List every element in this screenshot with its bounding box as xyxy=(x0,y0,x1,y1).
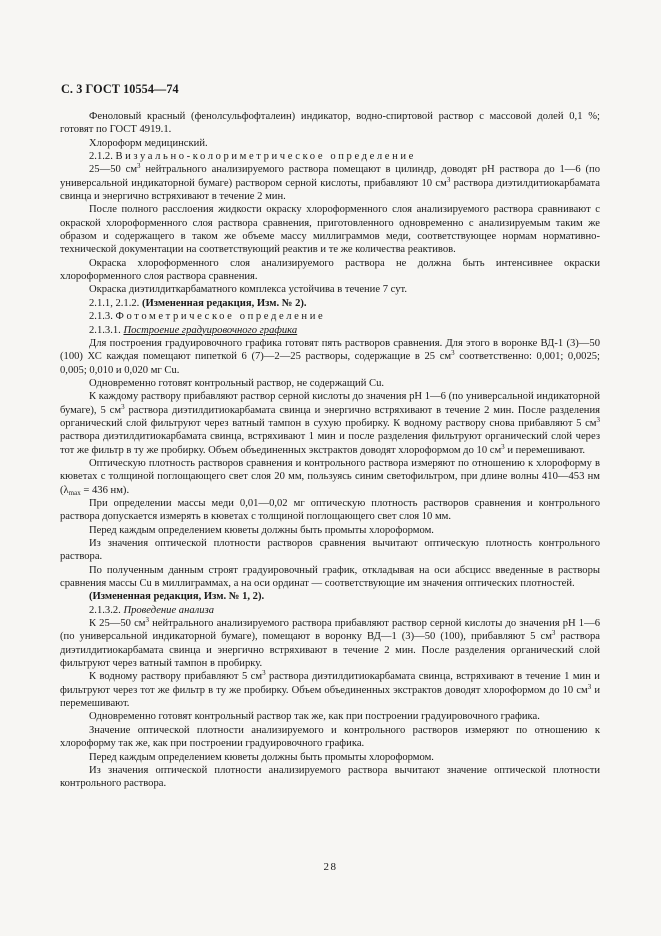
paragraph: Из значения оптической плотности анализируемого раствора вычитают значение оптической плотности контрольного раствора. xyxy=(60,764,600,790)
paragraph: 25—50 $см^3$ нейтрального анализируемого раствора помещают в цилиндр, доводят рН раствора до 1—6 (по универсальной индикаторной бумаге) раствором серной кислоты, прибавляют 10 $см^3$ раствора диэтилдитиокарбамата свинца и энергично встряхивают в течение 2 мин. xyxy=(60,162,601,203)
paragraph: Перед каждым определением кюветы должны быть промыты хлороформом. xyxy=(89,524,434,536)
section-title: Визуально-колориметрическое определение xyxy=(115,151,416,163)
paragraph: К водному раствору прибавляют 5 $см^3$ раствора диэтилдитиокарбамата свинца, встряхивают в течение 1 мин и фильтруют через тот же фильтр в ту же пробирку. Объем объединенных экстрактов доводят хлороформом до 10 $см^3$ и перемешивают. xyxy=(60,669,600,710)
subsection-heading xyxy=(60,604,600,617)
subsection-title: Проведение анализа xyxy=(123,604,215,616)
amendment-label: (Измененная редакция, Изм. № 2). xyxy=(141,297,307,309)
paragraph: Перед каждым определением кюветы должны быть промыты хлороформом. xyxy=(89,751,434,763)
subsection-title: Построение градуировочного графика xyxy=(123,324,298,336)
section-number: 2.1.3. xyxy=(89,311,113,323)
paragraph: Из значения оптической плотности растворов сравнения вычитают оптическую плотность контрольного раствора. xyxy=(60,538,600,563)
paragraph: После полного расслоения жидкости окраску хлороформенного слоя анализируемого раствора сравнивают с окраской хлороформенного слоя раствора сравнения, приготовленного одновременно с анализируемым таким же образом и содержащего в таком же объеме массу миллиграммов меди, соответствующее нормам нормативно-технической документации на соответствующий реактив и те же количества реактивов. xyxy=(60,204,600,256)
paragraph: При определении массы меди 0,01—0,02 мг оптическую плотность растворов сравнения и контрольного раствора допускается измерять в кюветах с толщиной поглощающего свет слоя 10 мм. xyxy=(60,497,600,523)
section-number: 2.1.2. xyxy=(89,151,113,163)
amendment-note: (Измененная редакция, Изм. № 1, 2). xyxy=(89,591,265,603)
paragraph: Одновременно готовят контрольный раствор так же, как при построении градуировочного графика. xyxy=(89,711,540,723)
paragraph: По полученным данным строят градуировочный график, откладывая на оси абсцисс введенные в растворы сравнения массы Cu в миллиграммах, а на оси ординат — соответствующие им значения оптических плотностей. xyxy=(60,564,600,590)
section-number: 2.1.3.1. xyxy=(89,324,121,336)
paragraph: Феноловый красный (фенолсульфофталеин) индикатор, водно-спиртовой раствор с массовой долей 0,1 %; готовят по ГОСТ 4919.1. xyxy=(60,111,600,136)
document-body xyxy=(60,110,600,791)
section-heading xyxy=(60,150,600,163)
amendment-note xyxy=(60,297,600,310)
paragraph: К 25—50 $см^3$ нейтрального анализируемого раствора прибавляют раствор серной кислоты до значения рН 1—6 (по универсальной индикаторной бумаге), помещают в воронку ВД—1 (3)—50 (100), прибавляют 5 $см^3$ раствора диэтилдитиокарбамата свинца и энергично встряхивают в течение 2 мин. После разделения органический слой фильтруют через ватный тампон в пробирку. xyxy=(60,616,600,670)
paragraph: Хлороформ медицинский. xyxy=(89,137,208,149)
section-heading xyxy=(60,310,600,323)
paragraph-text: Оптическую плотность растворов сравнения и контрольного раствора измеряют по отношению к хлороформу в кюветах с толщиной поглощающего свет слоя 20 мм, пользуясь синим светофильтром, при длине волны 410—453 нм (λ xyxy=(60,457,600,496)
section-number: 2.1.3.2. xyxy=(89,604,121,616)
section-number: 2.1.1, 2.1.2. xyxy=(89,297,140,309)
paragraph: Окраска диэтилдиткарбаматного комплекса устойчива в течение 7 сут. xyxy=(89,284,407,296)
page-number: 28 xyxy=(323,861,338,873)
paragraph-text: = 436 нм). xyxy=(80,484,130,496)
paragraph: К каждому раствору прибавляют раствор серной кислоты до значения рН 1—6 (по универсальной индикаторной бумаге), 5 $см^3$ раствора диэтилдитиокарбамата свинца и энергично встряхивают в течение 2 мин. После разделения органический слой фильтруют через ватный тампон в сухую пробирку. К водному раствору снова прибавляют 5 $см^3$ раствора диэтилдитиокарбамата свинца, встряхивают 1 мин и после разделения фильтруют органический слой через тот же фильтр в ту же пробирку. Объем объединенных экстрактов доводят хлороформом до 10 $см^3$ и перемешивают. xyxy=(60,391,600,456)
page-header: С. 3 ГОСТ 10554—74 xyxy=(61,82,179,96)
paragraph: Одновременно готовят контрольный раствор, не содержащий Cu. xyxy=(89,377,385,389)
paragraph: Окраска хлороформенного слоя анализируемого раствора не должна быть интенсивнее окраски хлороформенного слоя раствора сравнения. xyxy=(60,257,600,283)
section-title: Фотометрическое определение xyxy=(115,311,326,323)
subsection-heading xyxy=(60,324,600,337)
paragraph: Значение оптической плотности анализируемого и контрольного растворов измеряют по отношению к хлороформу так же, как при построении градуировочного графика. xyxy=(60,724,600,750)
paragraph: Для построения градуировочного графика готовят пять растворов сравнения. Для этого в воронке ВД-1 (3)—50 (100) ХС каждая помещают пипеткой 6 (7)—2—25 растворы, содержащие в 25 $см^3$ соответственно: 0,001; 0,0025; 0,005; 0,010 и 0,020 мг Cu. xyxy=(60,337,600,376)
paragraph xyxy=(60,457,600,497)
lambda-subscript: max xyxy=(68,488,81,497)
